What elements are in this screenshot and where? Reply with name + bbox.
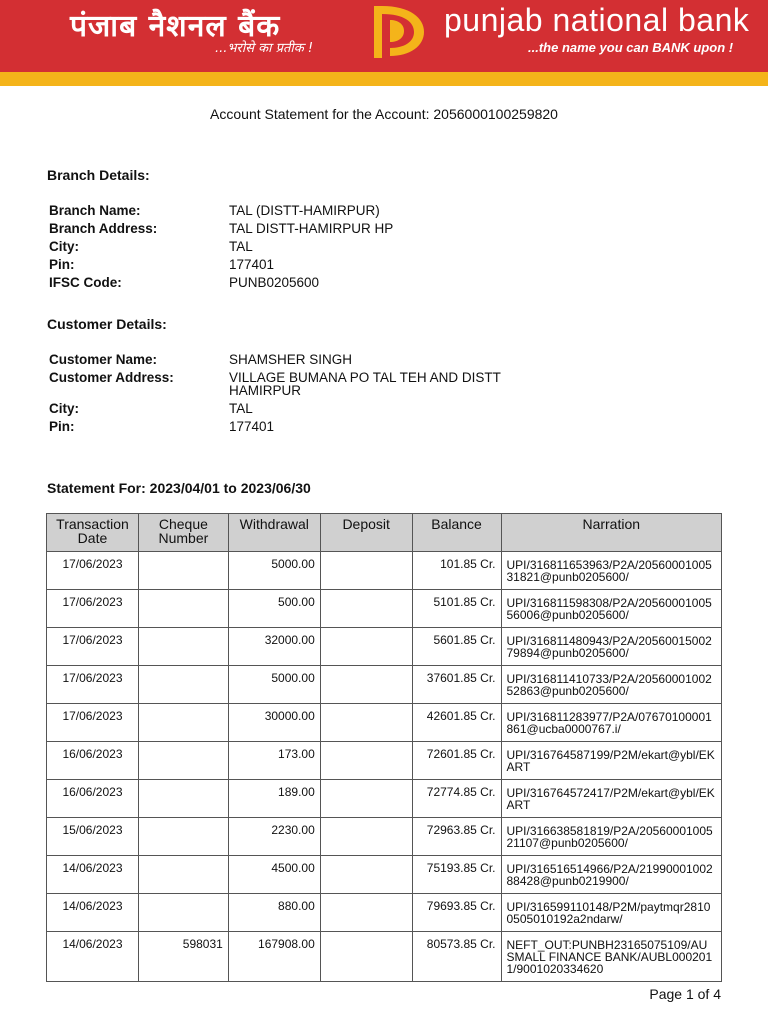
field-value: TAL	[229, 401, 253, 416]
column-header-balance: Balance	[412, 514, 501, 552]
cell-deposit	[320, 894, 412, 932]
cell-withdrawal: 32000.00	[228, 628, 320, 666]
cell-transaction-date: 17/06/2023	[47, 552, 139, 590]
cell-balance: 72774.85 Cr.	[412, 780, 501, 818]
table-row	[47, 666, 722, 704]
customer-name-row	[49, 351, 539, 369]
cell-balance: 75193.85 Cr.	[412, 856, 501, 894]
branch-details	[49, 202, 539, 292]
bank-hindi-name: पंजाब नैशनल बैंक	[70, 9, 281, 44]
table-row	[47, 894, 722, 932]
cell-cheque-number	[138, 666, 228, 704]
branch-ifsc-row	[49, 274, 539, 292]
cell-withdrawal: 189.00	[228, 780, 320, 818]
cell-withdrawal: 5000.00	[228, 666, 320, 704]
column-header-transaction-date: Transaction Date	[47, 514, 139, 552]
field-value: TAL (DISTT-HAMIRPUR)	[229, 203, 380, 218]
cell-transaction-date: 15/06/2023	[47, 818, 139, 856]
cell-withdrawal: 167908.00	[228, 932, 320, 982]
bank-hindi-tagline: ...भरोसे का प्रतीक !	[215, 41, 314, 56]
bank-english-name: punjab national bank	[444, 2, 750, 38]
customer-city-row	[49, 400, 539, 418]
branch-pin-row	[49, 256, 539, 274]
cell-cheque-number	[138, 856, 228, 894]
column-header-deposit: Deposit	[320, 514, 412, 552]
cell-cheque-number	[138, 818, 228, 856]
bank-english-tagline: ...the name you can BANK upon !	[528, 40, 734, 55]
field-label: City:	[49, 239, 79, 254]
cell-narration: UPI/316811480943/P2A/2056001500279894@punb0205600/	[501, 628, 722, 666]
field-label: IFSC Code:	[49, 275, 122, 290]
cell-narration: UPI/316599110148/P2M/paytmqr28100505010192a2ndarw/	[501, 894, 722, 932]
table-row	[47, 780, 722, 818]
cell-balance: 101.85 Cr.	[412, 552, 501, 590]
cell-transaction-date: 16/06/2023	[47, 742, 139, 780]
cell-narration: UPI/316811283977/P2A/07670100001861@ucba0000767.i/	[501, 704, 722, 742]
page-number: Page 1 of 4	[649, 986, 721, 1002]
cell-deposit	[320, 628, 412, 666]
cell-balance: 80573.85 Cr.	[412, 932, 501, 982]
cell-deposit	[320, 856, 412, 894]
field-value: SHAMSHER SINGH	[229, 352, 353, 367]
customer-address-row	[49, 369, 539, 400]
field-value: VILLAGE BUMANA PO TAL TEH AND DISTT HAMIRPUR	[229, 370, 501, 398]
table-row	[47, 932, 722, 982]
transactions-body	[47, 552, 722, 982]
cell-balance: 72601.85 Cr.	[412, 742, 501, 780]
field-label: Branch Name:	[49, 203, 141, 218]
statement-title: Account Statement for the Account: 2056000100259820	[210, 106, 558, 122]
field-value: PUNB0205600	[229, 275, 320, 290]
branch-address-row	[49, 220, 539, 238]
cell-balance: 5101.85 Cr.	[412, 590, 501, 628]
cell-narration: UPI/316764572417/P2M/ekart@ybl/EKART	[501, 780, 722, 818]
cell-withdrawal: 5000.00	[228, 552, 320, 590]
field-value: 177401	[229, 257, 275, 272]
cell-cheque-number	[138, 590, 228, 628]
cell-transaction-date: 17/06/2023	[47, 590, 139, 628]
field-value: 177401	[229, 419, 275, 434]
field-label: City:	[49, 401, 79, 416]
cell-balance: 37601.85 Cr.	[412, 666, 501, 704]
cell-cheque-number: 598031	[138, 932, 228, 982]
cell-balance: 79693.85 Cr.	[412, 894, 501, 932]
table-row	[47, 742, 722, 780]
cell-transaction-date: 17/06/2023	[47, 666, 139, 704]
column-header-narration: Narration	[501, 514, 722, 552]
cell-balance: 5601.85 Cr.	[412, 628, 501, 666]
branch-name-row	[49, 202, 539, 220]
table-row	[47, 856, 722, 894]
cell-transaction-date: 16/06/2023	[47, 780, 139, 818]
cell-withdrawal: 30000.00	[228, 704, 320, 742]
cell-deposit	[320, 666, 412, 704]
cell-narration: UPI/316764587199/P2M/ekart@ybl/EKART	[501, 742, 722, 780]
cell-narration: UPI/316811598308/P2A/2056000100556006@punb0205600/	[501, 590, 722, 628]
cell-deposit	[320, 932, 412, 982]
column-header-cheque-number: Cheque Number	[138, 514, 228, 552]
cell-transaction-date: 14/06/2023	[47, 932, 139, 982]
cell-narration: NEFT_OUT:PUNBH23165075109/AU SMALL FINANCE BANK/AUBL0002011/9001020334620	[501, 932, 722, 982]
cell-deposit	[320, 704, 412, 742]
cell-cheque-number	[138, 704, 228, 742]
bank-header	[0, 0, 768, 72]
cell-transaction-date: 14/06/2023	[47, 856, 139, 894]
customer-details-heading: Customer Details:	[47, 316, 167, 332]
cell-withdrawal: 2230.00	[228, 818, 320, 856]
column-header-withdrawal: Withdrawal	[228, 514, 320, 552]
field-value: TAL DISTT-HAMIRPUR HP	[229, 221, 394, 236]
field-label: Branch Address:	[49, 221, 158, 236]
cell-withdrawal: 4500.00	[228, 856, 320, 894]
cell-deposit	[320, 552, 412, 590]
field-label: Pin:	[49, 257, 75, 272]
table-header-row	[47, 514, 722, 552]
cell-cheque-number	[138, 628, 228, 666]
cell-cheque-number	[138, 552, 228, 590]
cell-withdrawal: 880.00	[228, 894, 320, 932]
cell-narration: UPI/316638581819/P2A/2056000100521107@punb0205600/	[501, 818, 722, 856]
cell-deposit	[320, 818, 412, 856]
pnb-logo-icon	[360, 0, 434, 72]
cell-balance: 72963.85 Cr.	[412, 818, 501, 856]
cell-balance: 42601.85 Cr.	[412, 704, 501, 742]
customer-pin-row	[49, 418, 539, 436]
statement-period: Statement For: 2023/04/01 to 2023/06/30	[47, 480, 311, 496]
header-accent-stripe	[0, 72, 768, 86]
transactions-table	[46, 513, 722, 982]
cell-withdrawal: 500.00	[228, 590, 320, 628]
branch-city-row	[49, 238, 539, 256]
cell-transaction-date: 17/06/2023	[47, 704, 139, 742]
cell-cheque-number	[138, 894, 228, 932]
cell-cheque-number	[138, 780, 228, 818]
cell-narration: UPI/316516514966/P2A/2199000100288428@punb0219900/	[501, 856, 722, 894]
cell-deposit	[320, 590, 412, 628]
field-label: Pin:	[49, 419, 75, 434]
table-row	[47, 818, 722, 856]
customer-details	[49, 351, 539, 436]
table-row	[47, 628, 722, 666]
branch-details-heading: Branch Details:	[47, 167, 150, 183]
cell-withdrawal: 173.00	[228, 742, 320, 780]
cell-cheque-number	[138, 742, 228, 780]
cell-narration: UPI/316811653963/P2A/2056000100531821@punb0205600/	[501, 552, 722, 590]
cell-deposit	[320, 780, 412, 818]
field-label: Customer Address:	[49, 370, 174, 385]
table-row	[47, 590, 722, 628]
field-value: TAL	[229, 239, 253, 254]
cell-narration: UPI/316811410733/P2A/2056000100252863@punb0205600/	[501, 666, 722, 704]
cell-transaction-date: 14/06/2023	[47, 894, 139, 932]
field-label: Customer Name:	[49, 352, 158, 367]
cell-transaction-date: 17/06/2023	[47, 628, 139, 666]
cell-deposit	[320, 742, 412, 780]
table-row	[47, 704, 722, 742]
table-row	[47, 552, 722, 590]
